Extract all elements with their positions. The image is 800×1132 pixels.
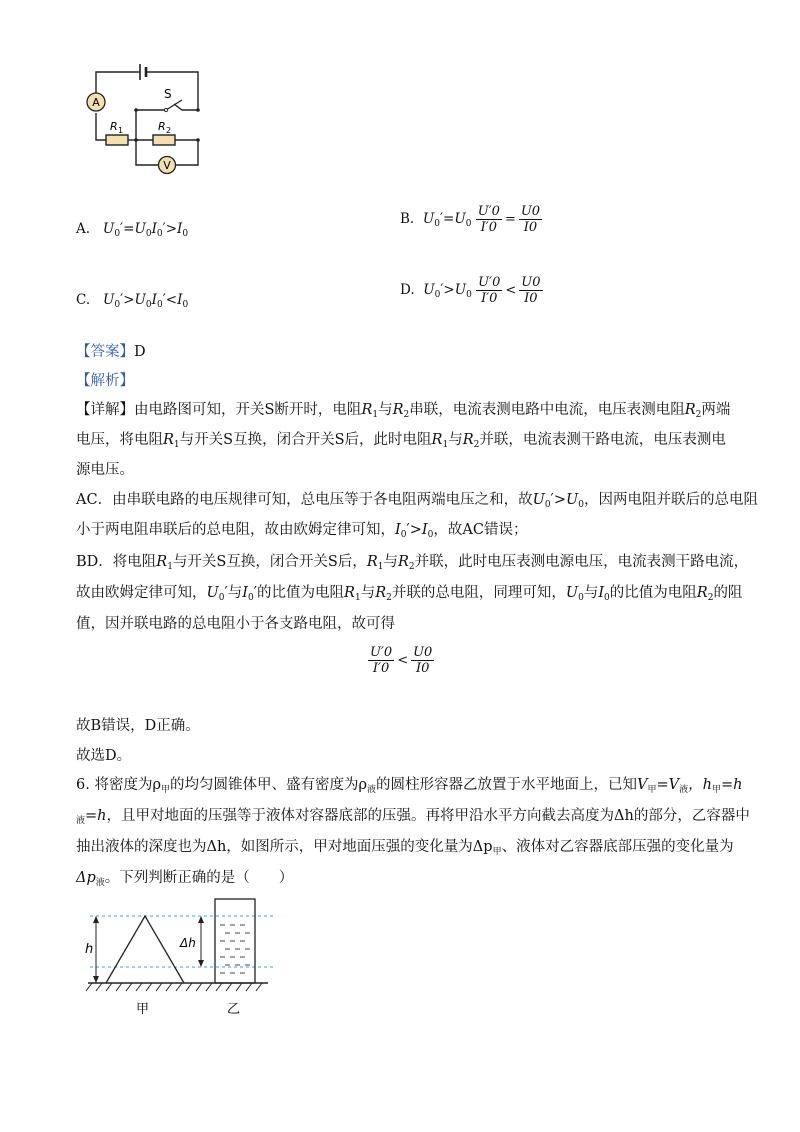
r1-label: R bbox=[110, 120, 118, 133]
circuit-diagram bbox=[78, 60, 218, 185]
option-a[interactable]: A. $U_0'=U_0I_0'>I_0$ bbox=[76, 221, 189, 239]
switch-label: S bbox=[164, 87, 172, 101]
cone-container-figure bbox=[84, 892, 284, 1022]
conclusion-1: 故B错误，D正确。 bbox=[76, 718, 200, 734]
detail-line-3: 源电压。 bbox=[76, 462, 134, 478]
q6-line-4: $\Delta p_液$。下列判断正确的是（ ） bbox=[76, 870, 294, 888]
detail-line-2: 电压，将电阻$R_1$与开关S互换，闭合开关S后，此时电阻$R_1$与$R_2$并联，电流表测干路电流，电压表测电 bbox=[76, 432, 726, 450]
analysis-tag: 【解析】 bbox=[76, 373, 134, 389]
r1-sub: 1 bbox=[118, 126, 124, 135]
fraction: $\frac{U'0}{I'0}$ bbox=[477, 204, 500, 235]
ac-line-1: AC．由串联电路的电压规律可知，总电压等于各电阻两端电压之和，故$U_0'>U_0$，因两电阻并联后的总电阻 bbox=[76, 492, 758, 510]
answer-line bbox=[76, 342, 146, 362]
ac-line-2: 小于两电阻串联后的总电阻，故由欧姆定律可知，$I_0'>I_0$，故AC错误； bbox=[76, 522, 528, 540]
yi-label: 乙 bbox=[227, 1002, 241, 1017]
ammeter-label: A bbox=[92, 96, 100, 109]
voltmeter-label: V bbox=[163, 159, 171, 172]
dh-label: Δh bbox=[180, 936, 196, 950]
bd-line-2: 故由欧姆定律可知，$U_0'$与$I_0'$的比值为电阻$R_1$与$R_2$并联的总电阻，同理可知，$U_0$与$I_0$的比值为电阻$R_2$的阻 bbox=[76, 585, 743, 603]
q6-line-3: 抽出液体的深度也为Δh，如图所示，甲对地面压强的变化量为$\Delta p_甲$、液体对乙容器底部压强的变化量为 bbox=[76, 839, 734, 857]
fraction: $\frac{U'0}{I'0}$ bbox=[478, 275, 501, 306]
detail-line-1: 【详解】由电路图可知，开关S断开时，电阻$R_1$与$R_2$串联，电流表测电路中电流，电压表测电阻$R_2$两端 bbox=[76, 402, 731, 420]
option-b[interactable]: B. $U_0'=U_0$ $\frac{U'0}{I'0}$ = $\frac{U0}{I0}$ bbox=[400, 204, 541, 235]
q6-line-2: $_液$=h，且甲对地面的压强等于液体对容器底部的压强。再将甲沿水平方向截去高度为Δh的部分，乙容器中 bbox=[76, 808, 750, 826]
answer-tag: 【答案】 bbox=[76, 344, 134, 360]
fraction: $\frac{U0}{I0}$ bbox=[520, 204, 541, 235]
answer-value: D bbox=[134, 344, 146, 360]
jia-label: 甲 bbox=[136, 1002, 150, 1017]
option-d[interactable]: D. $U_0'>U_0$ $\frac{U'0}{I'0}$ < $\frac{U0}{I0}$ bbox=[400, 275, 541, 306]
bd-line-3: 值，因并联电路的总电阻小于各支路电阻，故可得 bbox=[76, 616, 395, 632]
option-c[interactable]: C. $U_0'>U_0I_0'<I_0$ bbox=[76, 292, 189, 310]
q6-line-1: 6. 将密度为$\rho_甲$的均匀圆锥体甲、盛有密度为$\rho_液$的圆柱形容器乙放置于水平地面上，已知$V_甲=V_液$，$h_甲=h$ bbox=[76, 777, 743, 795]
result-formula: $\frac{U'0}{I'0}$ < $\frac{U0}{I0}$ bbox=[370, 645, 433, 676]
conclusion-2: 故选D。 bbox=[76, 748, 132, 764]
r2-sub: 2 bbox=[166, 126, 172, 135]
bd-line-1: BD．将电阻$R_1$与开关S互换，闭合开关S后，$R_1$与$R_2$并联，此时电压表测电源电压，电流表测干路电流， bbox=[76, 554, 749, 572]
fraction: $\frac{U0}{I0}$ bbox=[521, 275, 541, 306]
h-label: h bbox=[85, 942, 94, 957]
r2-label: R bbox=[158, 120, 166, 133]
